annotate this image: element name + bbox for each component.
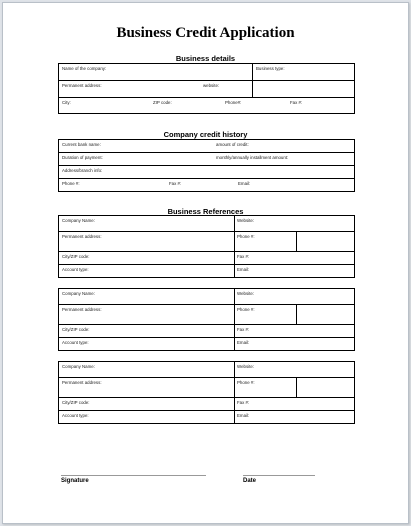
ref-permanent-address-field[interactable]: Permanent address: bbox=[62, 380, 102, 385]
ref-fax-field[interactable]: Fax #: bbox=[237, 327, 250, 332]
document-page bbox=[2, 2, 409, 524]
ref-account-type-field[interactable]: Account type: bbox=[62, 267, 89, 272]
divider bbox=[296, 305, 297, 324]
business-type-field[interactable]: Business type: bbox=[256, 66, 285, 71]
references-heading: Business References bbox=[167, 207, 244, 216]
ref-phone-field[interactable]: Phone #: bbox=[237, 234, 255, 239]
credit-history-heading: Company credit history bbox=[163, 130, 248, 139]
table-row bbox=[59, 289, 354, 305]
signature-label: Signature bbox=[61, 478, 89, 484]
website-field[interactable]: website: bbox=[203, 83, 220, 88]
table-row bbox=[59, 398, 354, 411]
business-details-table bbox=[58, 63, 355, 114]
ref-account-type-field[interactable]: Account type: bbox=[62, 340, 89, 345]
ref-email-field[interactable]: Email: bbox=[237, 413, 250, 418]
reference-table-1 bbox=[58, 215, 355, 278]
reference-table-2 bbox=[58, 288, 355, 351]
divider bbox=[252, 64, 253, 80]
table-row bbox=[59, 140, 354, 153]
ref-fax-field[interactable]: Fax #: bbox=[237, 400, 250, 405]
table-row bbox=[59, 166, 354, 179]
ref-city-zip-field[interactable]: City/ZIP code: bbox=[62, 327, 90, 332]
table-row bbox=[59, 378, 354, 398]
ref-phone-field[interactable]: Phone #: bbox=[237, 380, 255, 385]
table-row bbox=[59, 265, 354, 279]
table-row bbox=[59, 64, 354, 81]
duration-of-payment-field[interactable]: Duration of payment: bbox=[62, 155, 103, 160]
reference-table-3 bbox=[58, 361, 355, 424]
table-row bbox=[59, 81, 354, 98]
ref-email-field[interactable]: Email: bbox=[237, 267, 250, 272]
ref-email-field[interactable]: Email: bbox=[237, 340, 250, 345]
table-row bbox=[59, 325, 354, 338]
table-row bbox=[59, 362, 354, 378]
table-row bbox=[59, 305, 354, 325]
table-row bbox=[59, 98, 354, 115]
ref-permanent-address-field[interactable]: Permanent address: bbox=[62, 234, 102, 239]
company-name-field[interactable]: Name of the company: bbox=[62, 66, 107, 71]
date-label: Date bbox=[243, 478, 257, 484]
bank-email-field[interactable]: Email: bbox=[238, 181, 251, 186]
ref-account-type-field[interactable]: Account type: bbox=[62, 413, 89, 418]
table-row bbox=[59, 338, 354, 352]
ref-permanent-address-field[interactable]: Permanent address: bbox=[62, 307, 102, 312]
divider bbox=[296, 232, 297, 251]
permanent-address-field[interactable]: Permanent address: bbox=[62, 83, 102, 88]
table-row bbox=[59, 216, 354, 232]
city-field[interactable]: City: bbox=[62, 100, 71, 105]
signature-line[interactable] bbox=[61, 475, 206, 476]
fax-field[interactable]: Fax #: bbox=[290, 100, 303, 105]
ref-website-field[interactable]: Website: bbox=[237, 218, 255, 223]
table-row bbox=[59, 153, 354, 166]
ref-website-field[interactable]: Website: bbox=[237, 291, 255, 296]
ref-company-name-field[interactable]: Company Name: bbox=[62, 218, 95, 223]
amount-of-credit-field[interactable]: amount of credit: bbox=[216, 142, 249, 147]
business-details-heading: Business details bbox=[175, 54, 236, 63]
ref-phone-field[interactable]: Phone #: bbox=[237, 307, 255, 312]
divider bbox=[252, 81, 253, 97]
current-bank-field[interactable]: Current bank name: bbox=[62, 142, 101, 147]
ref-company-name-field[interactable]: Company Name: bbox=[62, 364, 95, 369]
table-row bbox=[59, 179, 354, 193]
ref-website-field[interactable]: Website: bbox=[237, 364, 255, 369]
bank-fax-field[interactable]: Fax #: bbox=[169, 181, 182, 186]
zip-code-field[interactable]: ZIP code: bbox=[153, 100, 172, 105]
credit-history-table bbox=[58, 139, 355, 192]
ref-city-zip-field[interactable]: City/ZIP code: bbox=[62, 400, 90, 405]
table-row bbox=[59, 252, 354, 265]
table-row bbox=[59, 232, 354, 252]
page-title: Business Credit Application bbox=[116, 25, 295, 41]
divider bbox=[296, 378, 297, 397]
date-line[interactable] bbox=[243, 475, 315, 476]
ref-company-name-field[interactable]: Company Name: bbox=[62, 291, 95, 296]
address-branch-field[interactable]: Address/branch info: bbox=[62, 168, 103, 173]
phone-field[interactable]: Phone#: bbox=[225, 100, 242, 105]
ref-city-zip-field[interactable]: City/ZIP code: bbox=[62, 254, 90, 259]
ref-fax-field[interactable]: Fax #: bbox=[237, 254, 250, 259]
bank-phone-field[interactable]: Phone #: bbox=[62, 181, 80, 186]
installment-amount-field[interactable]: monthly/annually installment amount: bbox=[216, 155, 289, 160]
table-row bbox=[59, 411, 354, 425]
